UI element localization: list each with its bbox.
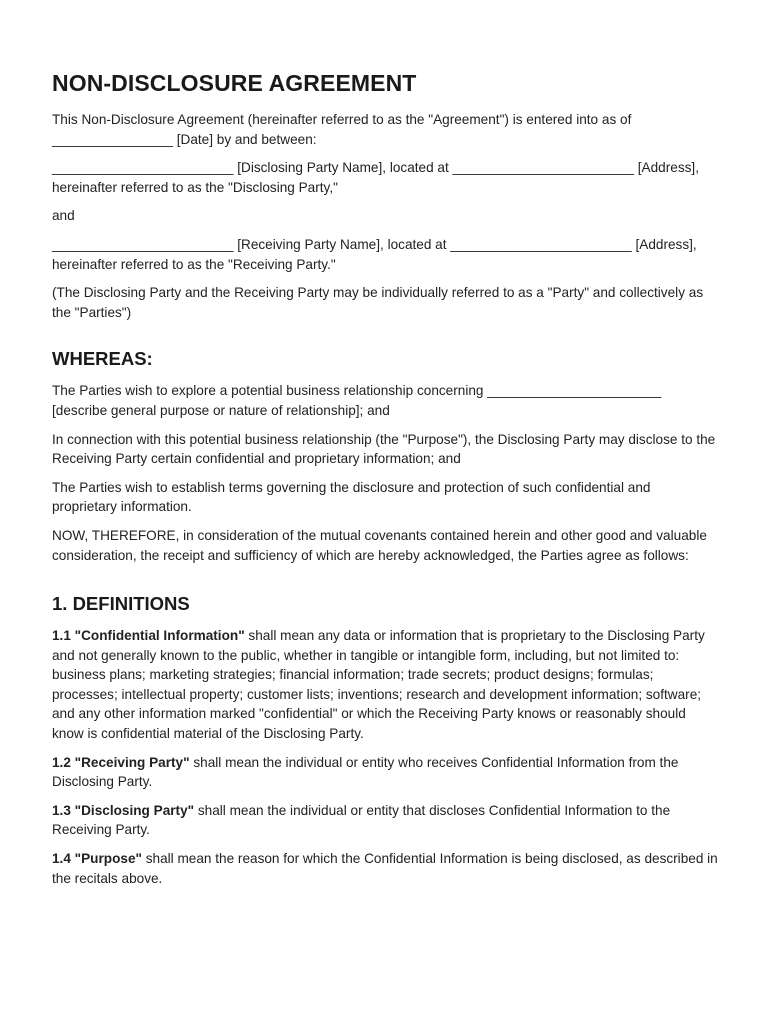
now-therefore-paragraph: NOW, THEREFORE, in consideration of the mutual covenants contained herein and other good and valuable consideration, the receipt and sufficiency of which are hereby acknowledged, the Parties agree as follows: xyxy=(52,527,707,563)
receiving-party-paragraph: ________________________ [Receiving Party Name], located at ________________________ [Address], hereinafter referred to as the "Receiving Party." xyxy=(52,236,697,272)
whereas-heading: WHEREAS: xyxy=(52,348,153,370)
disclosing-party-paragraph: ________________________ [Disclosing Party Name], located at ________________________ [Address], hereinafter referred to as the "Disclosing Party," xyxy=(52,160,699,195)
definitions-heading: 1. DEFINITIONS xyxy=(52,593,190,615)
definition-term: 1.4 "Purpose" xyxy=(52,851,142,867)
parties-note-paragraph: (The Disclosing Party and the Receiving Party may be individually referred to as a "Party" and collectively as the "Parties") xyxy=(52,285,704,320)
definition-item xyxy=(52,626,718,744)
definition-text: shall mean the individual or entity who receives Confidential Information from the Disclosing Party. xyxy=(52,754,679,790)
whereas-paragraph-1: The Parties wish to explore a potential business relationship concerning _______________________ [describe general purpose or nature of relationship]; and xyxy=(52,383,662,418)
definition-item xyxy=(52,753,718,792)
document-title: NON-DISCLOSURE AGREEMENT xyxy=(52,70,417,96)
definition-term: 1.2 "Receiving Party" xyxy=(52,754,190,770)
definition-text: shall mean the reason for which the Confidential Information is being disclosed, as described in the recitals above. xyxy=(52,851,718,886)
definition-item xyxy=(52,801,718,840)
definition-item xyxy=(52,849,718,888)
definition-text: shall mean any data or information that is proprietary to the Disclosing Party and not generally known to the public, whether in tangible or intangible form, including, but not limited to: business plans; marketing strategies; financial information; trade secrets; product designs; formulas; processes; intellectual property; customer lists; inventions; research and development information; software; and any other information marked "confidential" or which the Receiving Party knows or reasonably should know is confidential material of the Disclosing Party. xyxy=(52,628,705,742)
whereas-paragraph-2: In connection with this potential business relationship (the "Purpose"), the Disclosing Party may disclose to the Receiving Party certain confidential and proprietary information; and xyxy=(52,431,716,467)
intro-paragraph: This Non-Disclosure Agreement (hereinafter referred to as the "Agreement") is entered into as of ________________ [Date] by and between: xyxy=(52,112,632,147)
definition-text: shall mean the individual or entity that discloses Confidential Information to the Receiving Party. xyxy=(52,802,671,838)
whereas-paragraph-3: The Parties wish to establish terms governing the disclosure and protection of such confidential and proprietary information. xyxy=(52,479,651,515)
definition-term: 1.1 "Confidential Information" xyxy=(52,628,245,644)
definition-term: 1.3 "Disclosing Party" xyxy=(52,802,195,818)
and-paragraph: and xyxy=(52,208,75,224)
